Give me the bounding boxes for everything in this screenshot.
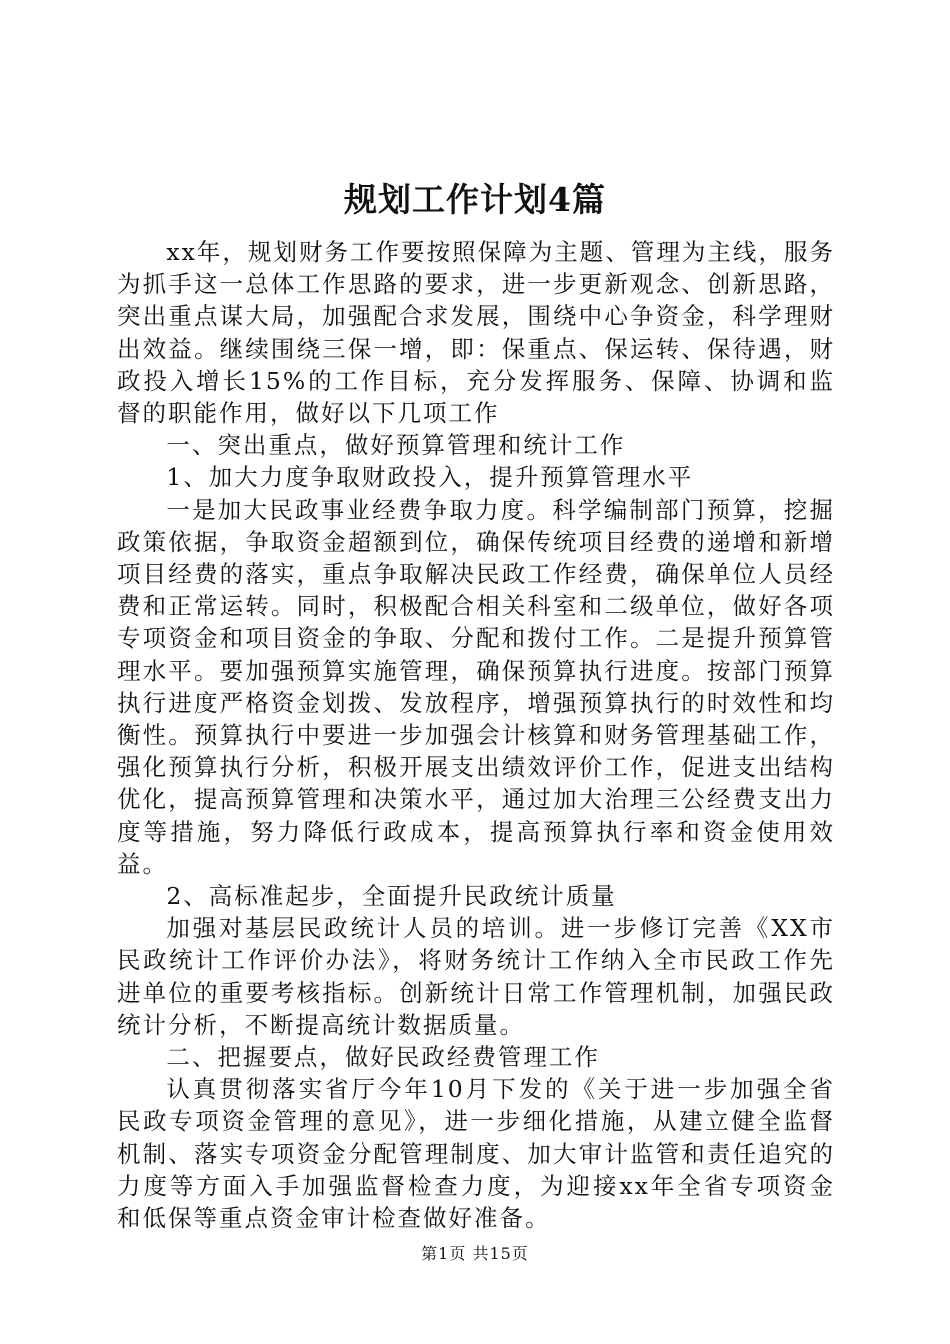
subsection-heading-1-1: 1、加大力度争取财政投入，提升预算管理水平 [166, 463, 694, 492]
document-body [117, 236, 835, 1234]
paragraph-intro: xx年，规划财务工作要按照保障为主题、管理为主线，服务为抓手这一总体工作思路的要求，进一步更新观念、创新思路，突出重点谋大局，加强配合求发展，围绕中心争资金，科学理财出效益。继续围绕三保一增，即：保重点、保运转、保待遇，财政投入增长15%的工作目标，充分发挥服务、保障、协调和监督的职能作用，做好以下几项工作 [117, 238, 835, 428]
section-heading-1: 一、突出重点，做好预算管理和统计工作 [166, 431, 626, 460]
paragraph-budget: 一是加大民政事业经费争取力度。科学编制部门预算，挖掘政策依据，争取资金超额到位，确保传统项目经费的递增和新增项目经费的落实，重点争取解决民政工作经费，确保单位人员经费和正常运转。同时，积极配合相关科室和二级单位，做好各项专项资金和项目资金的争取、分配和拨付工作。二是提升预算管理水平。要加强预算实施管理，确保预算执行进度。按部门预算执行进度严格资金划拨、发放程序，增强预算执行的时效性和均衡性。预算执行中要进一步加强会计核算和财务管理基础工作，强化预算执行分析，积极开展支出绩效评价工作，促进支出结构优化，提高预算管理和决策水平，通过加大治理三公经费支出力度等措施，努力降低行政成本，提高预算执行率和资金使用效益。 [117, 495, 835, 878]
section-heading-2: 二、把握要点，做好民政经费管理工作 [166, 1043, 600, 1072]
page-number: 第1页 共15页 [421, 1244, 529, 1263]
paragraph-statistics: 加强对基层民政统计人员的培训。进一步修订完善《XX市民政统计工作评价办法》，将财务统计工作纳入全市民政工作先进单位的重要考核指标。创新统计日常工作管理机制，加强民政统计分析，不断提高统计数据质量。 [117, 914, 835, 1039]
subsection-heading-1-2: 2、高标准起步，全面提升民政统计质量 [166, 882, 617, 911]
document-title: 规划工作计划4篇 [344, 180, 606, 219]
paragraph-funds: 认真贯彻落实省厅今年10月下发的《关于进一步加强全省民政专项资金管理的意见》，进一步细化措施，从建立健全监督机制、落实专项资金分配管理制度、加大审计监管和责任追究的力度等方面入手加强监督检查力度，为迎接xx年全省专项资金和低保等重点资金审计检查做好准备。 [117, 1075, 835, 1233]
